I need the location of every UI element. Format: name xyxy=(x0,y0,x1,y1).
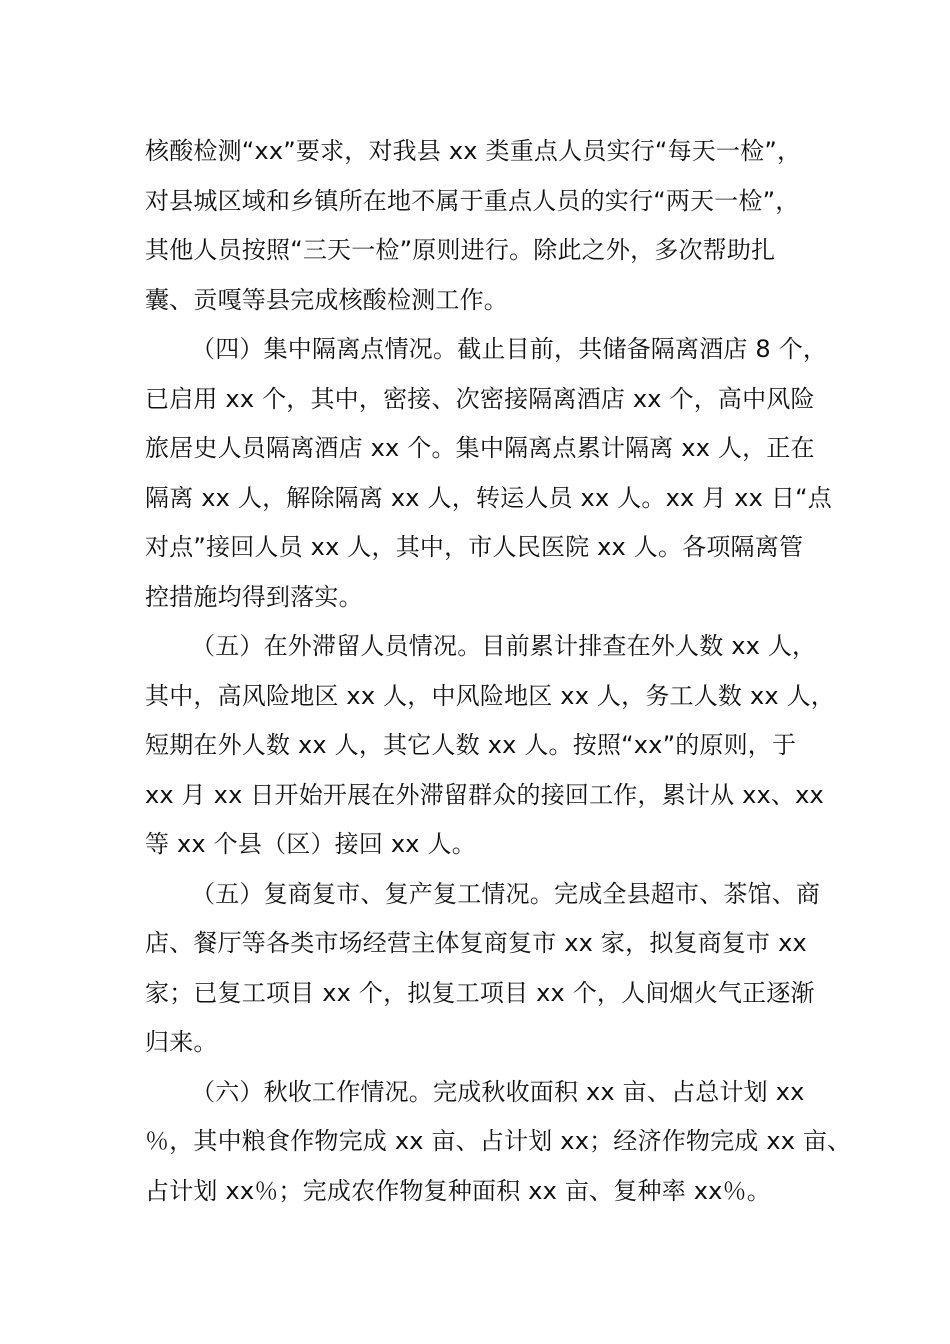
text-line: 已启用 xx 个，其中，密接、次密接隔离酒店 xx 个，高中风险 xyxy=(145,384,815,413)
text-line: 其中，高风险地区 xx 人，中风险地区 xx 人，务工人数 xx 人， xyxy=(145,681,835,710)
text-line: 核酸检测“xx”要求，对我县 xx 类重点人员实行“每天一检”， xyxy=(145,137,802,165)
text-line: 等 xx 个县（区）接回 xx 人。 xyxy=(145,830,476,858)
text-line: ％，其中粮食作物完成 xx 亩、占计划 xx；经济作物完成 xx 亩、 xyxy=(145,1127,852,1155)
text-line: 隔离 xx 人，解除隔离 xx 人，转运人员 xx 人。xx 月 xx 日“点 xyxy=(145,483,832,512)
text-line: 短期在外人数 xx 人，其它人数 xx 人。按照“xx”的原则，于 xyxy=(145,731,797,759)
paragraph-nucleic-acid-testing xyxy=(145,127,810,325)
text-line: 店、餐厅等各类市场经营主体复商复市 xx 家，拟复商复市 xx xyxy=(145,929,807,957)
text-line: 归来。 xyxy=(145,1028,218,1056)
paragraph-stranded-persons xyxy=(145,622,835,870)
text-line: 旅居史人员隔离酒店 xx 个。集中隔离点累计隔离 xx 人，正在 xyxy=(145,434,815,462)
text-line: 囊、贡嘎等县完成核酸检测工作。 xyxy=(145,285,508,314)
text-line: 对县城区域和乡镇所在地不属于重点人员的实行“两天一检”， xyxy=(145,186,800,215)
text-line: 家；已复工项目 xx 个，拟复工项目 xx 个，人间烟火气正逐渐 xyxy=(145,978,815,1007)
text-line: 其他人员按照“三天一检”原则进行。除此之外，多次帮助扎 xyxy=(145,236,776,264)
paragraph-quarantine-sites xyxy=(145,325,832,622)
text-line: （五）在外滞留人员情况。目前累计排查在外人数 xx 人， xyxy=(191,632,817,660)
text-line: 控措施均得到落实。 xyxy=(145,582,363,611)
text-line: （四）集中隔离点情况。截止目前，共储备隔离酒店 8 个， xyxy=(191,335,828,363)
text-line: xx 月 xx 日开始开展在外滞留群众的接回工作，累计从 xx、xx xyxy=(145,780,824,809)
paragraph-business-resumption xyxy=(145,870,821,1068)
text-line: （五）复商复市、复产复工情况。完成全县超市、茶馆、商 xyxy=(191,879,821,908)
document-body xyxy=(145,127,852,1216)
text-line: （六）秋收工作情况。完成秋收面积 xx 亩、占总计划 xx xyxy=(191,1077,805,1106)
text-line: 占计划 xx％；完成农作物复种面积 xx 亩、复种率 xx％。 xyxy=(145,1176,771,1205)
paragraph-autumn-harvest xyxy=(145,1068,852,1217)
text-line: 对点”接回人员 xx 人，其中，市人民医院 xx 人。各项隔离管 xyxy=(145,533,804,561)
